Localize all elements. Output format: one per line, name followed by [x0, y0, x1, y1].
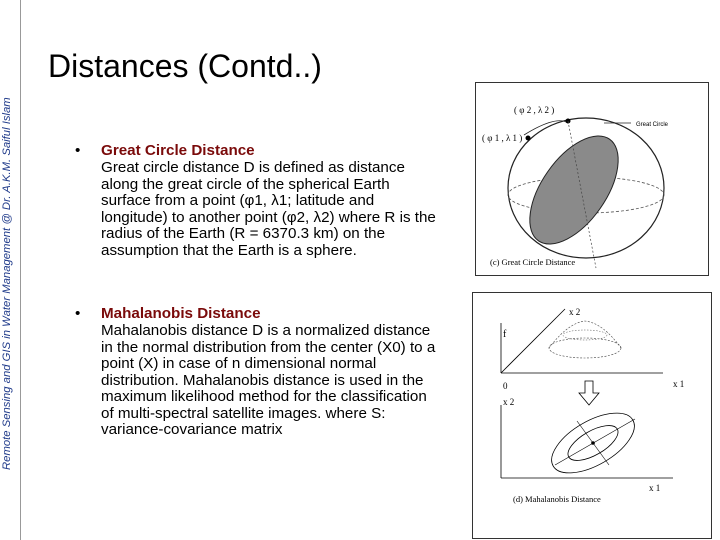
- bullet: •: [75, 305, 81, 322]
- center-point: [591, 441, 595, 445]
- point-1: [526, 136, 531, 141]
- slide-title: Distances (Contd..): [48, 48, 322, 84]
- great-circle-plane: [512, 121, 636, 259]
- figure-caption: (c) Great Circle Distance: [490, 257, 576, 267]
- great-circle-label: Great Circle: [636, 122, 669, 128]
- major-axis-line: [555, 419, 635, 465]
- x2-axis-top: [501, 309, 565, 373]
- bullet: •: [75, 142, 81, 159]
- section-body: Mahalanobis distance D is a normalized distance in the normal distribution from the center (X0) to a point (X) in case of n dimensional normal distribution. Mahalanobis distance is used in the maximum likelihood method for the classification of multi-spectral satellite images. where S: variance-covariance matrix: [101, 322, 436, 438]
- x1-top-label: x 1: [673, 379, 685, 389]
- section-body: Great circle distance D is defined as distance along the great circle of the spherical Earth surface from a point (φ1, λ1; latitude and longitude) to another point (φ2, λ2) where R is the radius of the Earth (R = 6370.3 km) on the assumption that the Earth is a sphere.: [101, 159, 436, 259]
- section-great-circle: [75, 143, 440, 283]
- figure-mahalanobis: [472, 292, 712, 539]
- figure-caption: (d) Mahalanobis Distance: [513, 494, 601, 504]
- distribution-base: [549, 338, 621, 358]
- section-title: Great Circle Distance: [101, 142, 255, 159]
- point1-label: ( φ 1 , λ 1 ): [482, 133, 523, 143]
- sidebar: [0, 0, 19, 540]
- section-title: Mahalanobis Distance: [101, 305, 261, 322]
- sidebar-divider: [20, 0, 21, 540]
- origin-label: 0: [503, 381, 508, 391]
- x1-bottom-label: x 1: [649, 483, 661, 493]
- distribution-contour: [563, 330, 607, 340]
- point2-label: ( φ 2 , λ 2 ): [514, 105, 555, 115]
- x2-bottom-label: x 2: [503, 397, 515, 407]
- section-mahalanobis: [75, 306, 440, 486]
- down-arrow-icon: [579, 381, 599, 405]
- f-label: f: [503, 329, 507, 340]
- figure-great-circle: [475, 82, 709, 276]
- x2-top-label: x 2: [569, 307, 581, 317]
- distribution-bell: [549, 321, 621, 348]
- sidebar-credit: Remote Sensing and GIS in Water Management @ Dr. A.K.M. Saiful Islam: [1, 97, 13, 470]
